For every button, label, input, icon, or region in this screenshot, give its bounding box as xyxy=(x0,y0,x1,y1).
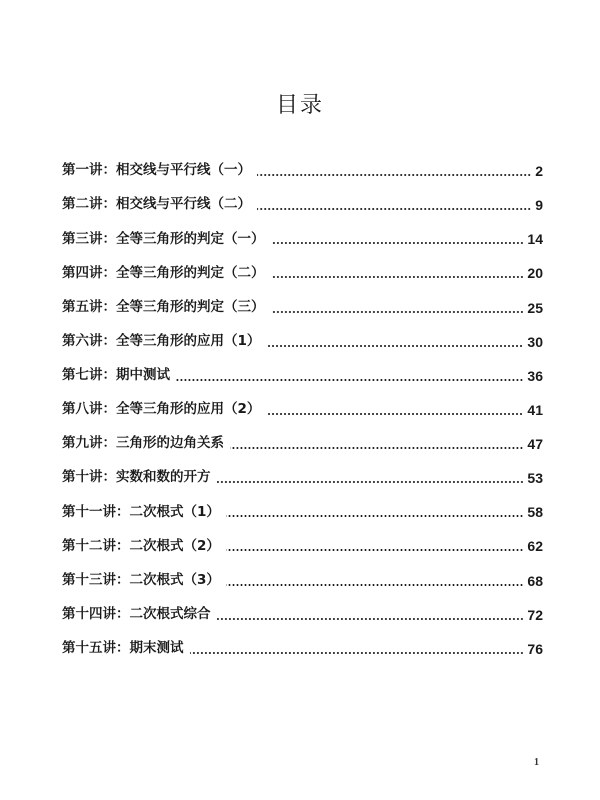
toc-entry-label: 第七讲：期中测试 xyxy=(62,367,170,384)
toc-entry[interactable] xyxy=(62,188,543,222)
toc-entry-page: 20 xyxy=(527,265,543,282)
toc-entry[interactable] xyxy=(62,291,543,325)
toc-entry[interactable] xyxy=(62,222,543,256)
dot-leader xyxy=(266,345,523,347)
toc-entry-page: 14 xyxy=(527,231,543,248)
toc-entry[interactable] xyxy=(62,256,543,290)
toc-entry-label: 第十四讲：二次根式综合 xyxy=(62,605,211,622)
toc-entry-label: 第四讲：全等三角形的判定（二） xyxy=(62,264,265,281)
toc-entry[interactable] xyxy=(62,632,543,666)
toc-entry-page: 25 xyxy=(527,299,543,316)
toc-entry[interactable] xyxy=(62,598,543,632)
toc-entry-label: 第六讲：全等三角形的应用（1） xyxy=(62,332,261,349)
toc-entry-label: 第十讲：实数和数的开方 xyxy=(62,469,211,486)
toc-entry-label: 第一讲：相交线与平行线（一） xyxy=(62,162,251,179)
page-number: 1 xyxy=(534,757,539,768)
dot-leader xyxy=(271,311,524,313)
toc-entry-label: 第十一讲：二次根式（1） xyxy=(62,503,220,520)
toc-entry[interactable] xyxy=(62,564,543,598)
toc-entry-page: 36 xyxy=(527,367,543,384)
toc-entry[interactable] xyxy=(62,495,543,529)
toc-entry[interactable] xyxy=(62,325,543,359)
dot-leader xyxy=(271,276,524,278)
page-title: 目录 xyxy=(275,93,324,118)
toc-entry-label: 第十二讲：二次根式（2） xyxy=(62,537,220,554)
toc-entry-page: 58 xyxy=(527,504,543,521)
dot-leader xyxy=(230,447,523,449)
dot-leader xyxy=(257,174,531,176)
toc-entry[interactable] xyxy=(62,461,543,495)
toc-entry-label: 第十五讲：期末测试 xyxy=(62,640,184,657)
toc-entry[interactable] xyxy=(62,154,543,188)
toc-entry[interactable] xyxy=(62,427,543,461)
dot-leader xyxy=(176,379,523,381)
toc-entry-page: 47 xyxy=(527,436,543,453)
toc-entry-page: 68 xyxy=(527,572,543,589)
toc-entry-page: 41 xyxy=(527,401,543,418)
toc-entry-page: 2 xyxy=(535,163,543,180)
toc-entry[interactable] xyxy=(62,529,543,563)
toc-entry-label: 第二讲：相交线与平行线（二） xyxy=(62,196,251,213)
dot-leader xyxy=(257,208,531,210)
toc-entry-label: 第八讲：全等三角形的应用（2） xyxy=(62,401,261,418)
toc-entry-page: 53 xyxy=(527,470,543,487)
toc-entry[interactable] xyxy=(62,393,543,427)
dot-leader xyxy=(271,242,524,244)
dot-leader xyxy=(217,618,524,620)
dot-leader xyxy=(190,652,524,654)
dot-leader xyxy=(217,481,524,483)
toc-entry-page: 76 xyxy=(527,640,543,657)
toc-entry-label: 第三讲：全等三角形的判定（一） xyxy=(62,230,265,247)
toc-entry[interactable] xyxy=(62,359,543,393)
toc-entry-page: 62 xyxy=(527,538,543,555)
toc-entry-page: 30 xyxy=(527,333,543,350)
dot-leader xyxy=(226,584,524,586)
table-of-contents xyxy=(62,154,543,666)
toc-entry-page: 72 xyxy=(527,606,543,623)
toc-entry-label: 第九讲：三角形的边角关系 xyxy=(62,435,224,452)
toc-entry-label: 第五讲：全等三角形的判定（三） xyxy=(62,298,265,315)
toc-entry-page: 9 xyxy=(535,197,543,214)
dot-leader xyxy=(266,413,523,415)
toc-entry-label: 第十三讲：二次根式（3） xyxy=(62,571,220,588)
dot-leader xyxy=(226,549,524,551)
dot-leader xyxy=(226,515,524,517)
